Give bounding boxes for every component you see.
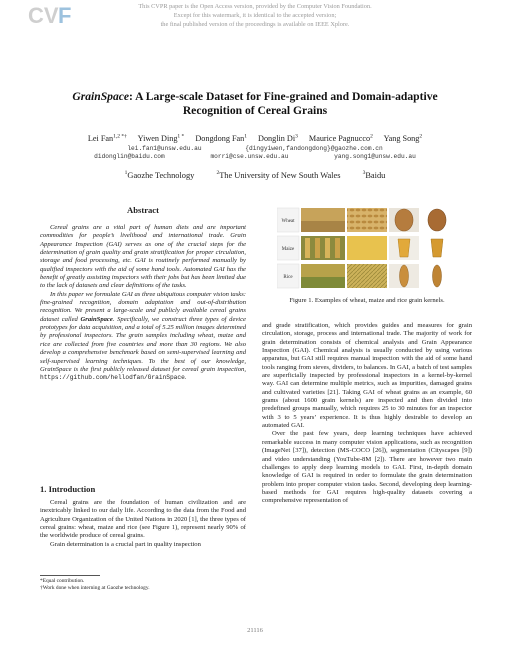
wheat-kernels-photo xyxy=(347,208,387,232)
dataset-name: GrainSpace xyxy=(72,90,130,103)
abstract-paragraph: Cereal grains are a vital part of human diets and are important commodities for people’s livelihood and international trade. Grain Appearance Inspection (GAI) serves as one of the crucial steps for the determination of grain quality and grain stratification for proper circulation, storage and food processing, etc. GAI is routinely performed manually by qualified inspectors with the aid of some hand tools. Automated GAI has the benefit of greatly assisting inspectors with their jobs but has been limited due to the lack of datasets and clear definitions of the tasks. xyxy=(40,224,246,290)
author-name: Lei Fan xyxy=(87,133,114,143)
author-sup: 1 * xyxy=(177,133,185,139)
maize-label: Maize xyxy=(281,247,295,252)
right-column-body xyxy=(262,322,472,506)
rice-kernels-photo xyxy=(347,264,387,288)
author-email: didonglin@baidu.com xyxy=(94,152,165,160)
author-email: morri@cse.unsw.edu.au xyxy=(210,152,289,160)
author-email: lei.fan1@unsw.edu.au xyxy=(127,144,202,152)
author-name: Yiwen Ding xyxy=(137,133,178,143)
github-link[interactable]: https://github.com/hellodfan/GrainSpace xyxy=(40,374,185,382)
abstract-heading: Abstract xyxy=(127,205,159,215)
body-paragraph: Over the past few years, deep learning techniques have achieved remarkable success in many computer vision applications, such as recognition (ImageNet [37]), detection (MS-COCO [26]), segmentation (Cityscapes [9]) and video understanding (YouTube-8M [2]). There are however two main challenges to apply deep learning models to GAI. First, in-depth domain knowledge of GAI is required in order to formulate the grain determination problem into proper computer vision tasks. Second, developing deep learning-based methods for GAI requires high-quality datasets covering a comprehensive representation of xyxy=(262,430,472,505)
page-number: 21116 xyxy=(247,627,263,634)
wheat-kernel-single xyxy=(428,209,446,231)
title-line-1: : A Large-scale Dataset for Fine-grained and Domain-adaptive xyxy=(129,90,438,103)
title-line-2: Recognition of Cereal Grains xyxy=(182,104,328,117)
footnote: †Work done when interning at Gaozhe technology. xyxy=(40,585,150,591)
author-name: Yang Song xyxy=(383,133,420,143)
maize-kernel-single xyxy=(431,239,443,257)
affiliation-name: Baidu xyxy=(365,170,386,180)
affiliation-name: The University of New South Wales xyxy=(219,170,341,180)
author-sup: 3 xyxy=(295,133,298,139)
author-email: yang.song1@unsw.edu.au xyxy=(334,152,416,160)
body-paragraph: and grade stratification, which provides guides and measures for grain circulation, storage, process and international trade. The majority of work for grain determination consists of chemical analysis and Grain Appearance Inspection (GAI). Chemical analysis is usually conducted by using various apparatus, but GAI still requires manual inspection with the aid of some hand tools ranging from sieves, dividers, to balances. In GAI, a batch of test samples are superficially inspected by professional inspectors in a kernel-by-kernel way. GAI can determine multiple metrics, such as impurities, damaged grains and cultivated varieties [21]. Taking GAI of wheat grains as an example, 60 grams (about 1600 grain kernels) are inspected and then divided into predefined groups manually, which requires 25 to 30 minutes for an inspector with 3 to 5 years’ experience. It is thus highly desirable to develop an automated GAI. xyxy=(262,322,472,430)
maize-kernels-photo xyxy=(347,236,387,260)
footnotes xyxy=(40,578,246,592)
author-sup: 2 xyxy=(370,133,373,139)
author-sup: 2 xyxy=(419,133,423,139)
svg-text:CV: CV xyxy=(28,4,59,26)
abstract-body xyxy=(40,224,246,383)
author-sup: 1 xyxy=(244,133,247,139)
watermark-line-2: Except for this watermark, it is identical to the accepted version; xyxy=(173,12,337,19)
author-sup: 1,2 *† xyxy=(113,133,127,139)
rice-label: Rice xyxy=(283,275,293,280)
intro-heading: 1. Introduction xyxy=(40,484,96,494)
body-paragraph: Grain determination is a crucial part in quality inspection xyxy=(50,540,201,548)
svg-text:F: F xyxy=(58,4,72,26)
dataset-name: GrainSpace xyxy=(80,315,113,323)
author-list xyxy=(20,133,490,160)
author-name: Donglin Di xyxy=(258,133,296,143)
body-paragraph: Cereal grains are the foundation of human civilization and are inextricably linked to our daily life. According to the data from the Food and Agriculture Organization of the United Nations in 2020 [1], the three types of cereal grains: wheat, maize and rice (see Figure 1), represent nearly 90% of the worldwide produce of cereal grains. xyxy=(40,499,246,540)
paper-title xyxy=(40,90,470,118)
affiliations xyxy=(20,170,490,180)
affiliation-sup: 3 xyxy=(362,170,366,176)
author-name: Dongdong Fan xyxy=(195,133,245,143)
author-email: {dingyiwen,fandongdong}@gaozhe.com.cn xyxy=(245,144,383,152)
affiliation-sup: 1 xyxy=(124,170,128,176)
footnote-rule xyxy=(40,575,100,576)
figure-1 xyxy=(277,207,457,292)
author-name: Maurice Pagnucco xyxy=(308,133,371,143)
figure-1-caption: Figure 1. Examples of wheat, maize and rice grain kernels. xyxy=(289,297,445,304)
watermark-line-1: This CVPR paper is the Open Access version, provided by the Computer Vision Foundation. xyxy=(138,3,372,10)
watermark-line-3: the final published version of the proceedings is available on IEEE Xplore. xyxy=(160,21,350,28)
affiliation-name: Gaozhe Technology xyxy=(127,170,195,180)
wheat-label: Wheat xyxy=(281,219,295,224)
intro-body xyxy=(40,499,246,549)
abstract-paragraph: In this paper we formulate GAI as three ubiquitous computer vision tasks: fine-grained recognition, domain adaptation and out-of-distribution recognition. We present a large-scale and publicly available cereal grains dataset called GrainSpace. Specifically, we construct three types of device prototypes for data acquisition, and a total of 5.25 million images determined by professional inspectors. The grain samples including wheat, maize and rice are collected from five countries and more than 30 regions. We also develop a comprehensive benchmark based on semi-supervised learning and self-supervised learning techniques. To the best of our knowledge, GrainSpace is the first publicly released dataset for cereal grain inspection, https://github.com/hellodfan/GrainSpace. xyxy=(40,290,246,382)
rice-kernel-single xyxy=(433,265,442,287)
affiliation-sup: 2 xyxy=(216,170,220,176)
footnote: *Equal contribution. xyxy=(40,578,85,584)
